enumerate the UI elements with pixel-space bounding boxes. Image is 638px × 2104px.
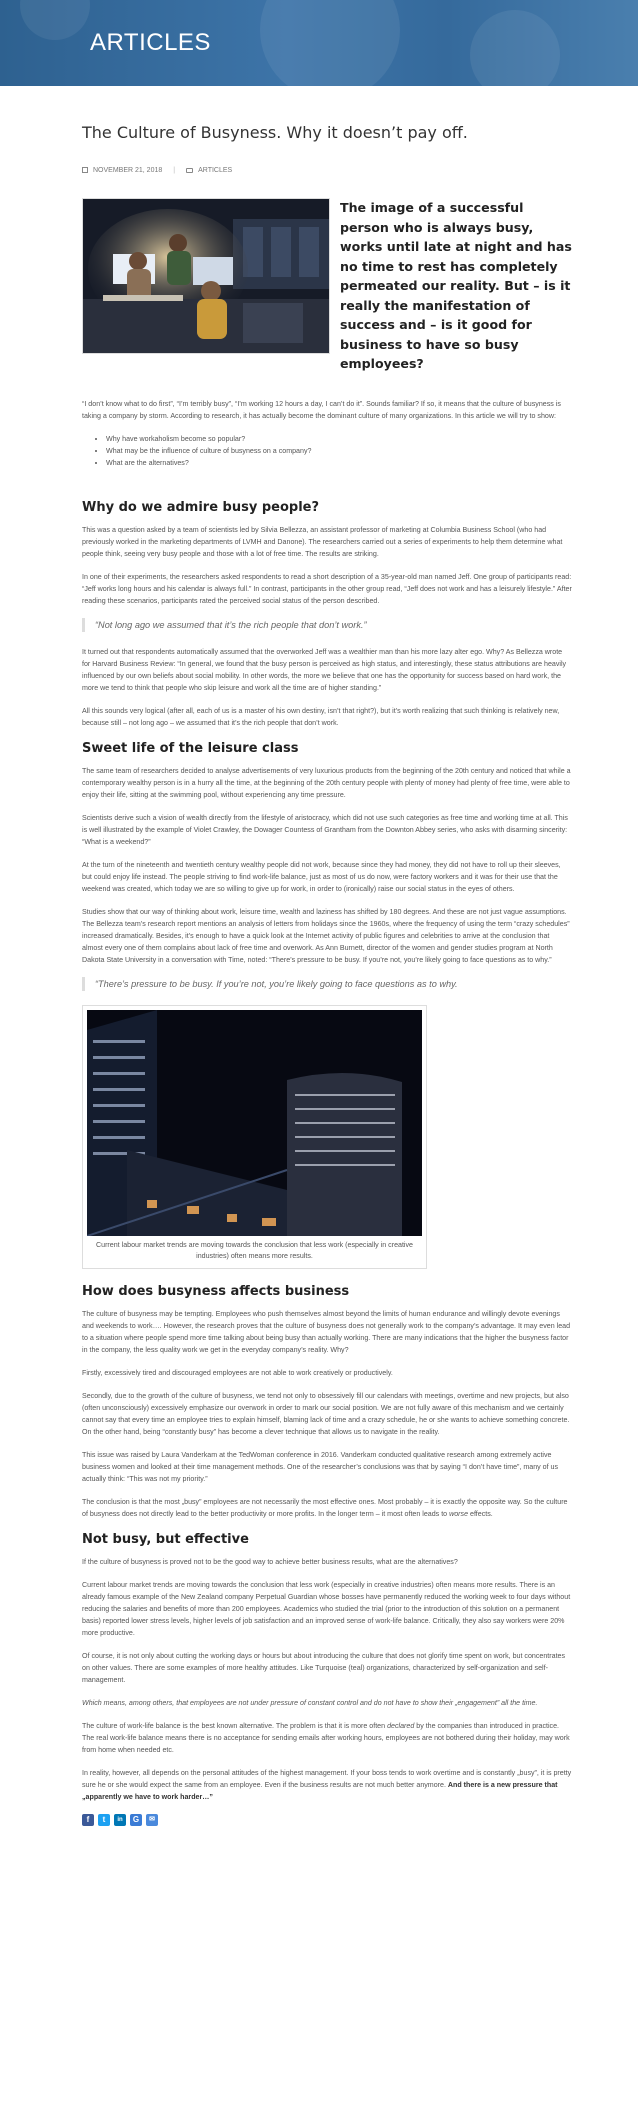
section-not-busy-effective: [82, 1531, 572, 1803]
text-run: The culture of work-life balance is the best known alternative. The problem is that it is more often: [82, 1721, 388, 1730]
section-heading: Not busy, but effective: [82, 1531, 249, 1547]
paragraph: Studies show that our way of thinking about work, leisure time, wealth and laziness has shifted by 180 degrees. And these are not just vague assumptions. The Bellezza team’s research report mentions an analysis of letters from holidays since the 1960s, where the frequency of using the term “crazy schedules” increased dramatically. Besides, it’s enough to have a quick look at the Internet activity of public figures and celebrities to arrive at the conclusion that almost every one of them complains about lack of free time and overwork. As Ann Burnett, director of the women and gender studies program at North Dakota State University in a conversation with Time, noted: “There’s pressure to be busy. If you’re not, you’re likely going to face questions as to why.”: [82, 907, 570, 964]
linkedin-share-button[interactable]: in: [114, 1814, 126, 1826]
text-run: by the companies than introduced in practice. The real work-life balance means there is no acceptance for sending emails after working hours, employees are not bothered during their holiday, may work from home when needed etc.: [82, 1721, 570, 1754]
paragraph: The culture of busyness may be tempting. Employees who push themselves almost beyond the limits of human endurance and willingly devote evenings and weekends to work…. However, the research proves that the culture of busyness does not generally work to the company’s advantage. It may even lead to a situation where people spend more time talking about being busy than actually working. There are many indications that the higher the busyness factor in the company, the less quality work we get in the everyday company’s reality. Why?: [82, 1309, 571, 1354]
text-run-italic: worse: [449, 1509, 469, 1518]
folder-icon: [186, 168, 193, 173]
google-share-button[interactable]: G: [130, 1814, 142, 1826]
article-meta: [82, 164, 572, 176]
paragraph: Of course, it is not only about cutting the working days or hours but about introducing the culture that does not glorify time spent on work, but concentrates on other values. There are some examples of more healthy attitudes. Like Turquoise (teal) organizations, characterized by self-organization and self-management.: [82, 1651, 566, 1684]
office-scene-illustration: [83, 199, 329, 353]
paragraph: If the culture of busyness is proved not to be the good way to achieve better business results, what are the alternatives?: [82, 1557, 458, 1566]
email-share-button[interactable]: ✉: [146, 1814, 158, 1826]
paragraph: All this sounds very logical (after all, each of us is a master of his own destiny, isn’t that right?), but it’s worth realizing that such thinking is relatively new, because still – not long ago – we assumed that it’s the rich people that don’t work.: [82, 706, 560, 727]
text-run-bold: And there is a new pressure that „apparently we have to work harder…”: [82, 1780, 558, 1801]
list-item: • What may be the influence of culture of busyness on a company?: [106, 445, 572, 457]
section-heading: Sweet life of the leisure class: [82, 740, 299, 756]
share-bar: [82, 1814, 572, 1826]
banner-decoration: [260, 0, 400, 86]
intro-section: [82, 398, 572, 469]
meta-separator: |: [173, 166, 176, 174]
banner-title: ARTICLES: [90, 29, 211, 56]
night-buildings-illustration: [87, 1010, 422, 1236]
page-banner: [0, 0, 638, 86]
figure-image-night-buildings: [87, 1010, 422, 1236]
intro-block: [82, 198, 572, 374]
section-why-admire-busy: [82, 499, 572, 729]
intro-paragraph: “I don’t know what to do first”, “I’m terribly busy”, “I’m working 12 hours a day, I can’t do it”. Sounds familiar? If so, it means that the culture of busyness is taking a company by storm. According to research, it has actually become the dominant culture of many organizations. In this article we will try to show:: [82, 399, 561, 420]
list-item: • What are the alternatives?: [106, 457, 572, 469]
article-lead: The image of a successful person who is always busy, works until late at night and has no time to rest has completely permeated our reality. But – is it really the manifestation of success and – is it good for business to have so busy employees?: [340, 200, 572, 371]
section-busyness-business: [82, 1283, 572, 1520]
paragraph: [82, 1767, 572, 1803]
figure-office-buildings: [82, 1005, 427, 1269]
text-run: effects.: [468, 1509, 493, 1518]
section-heading: How does busyness affects business: [82, 1283, 350, 1299]
paragraph: This issue was raised by Laura Vanderkam at the TedWoman conference in 2016. Vanderkam conducted qualitative research among extremely active business women and looked at their time management methods. One of the researcher’s conclusions was that by saying “I don’t have time”, many of us actually think: “This was not my priority.”: [82, 1450, 559, 1483]
list-item: • Why have workaholism become so popular?: [106, 433, 572, 445]
paragraph-italic: Which means, among others, that employees are not under pressure of constant control and do not have to show their „engagement” all the time.: [82, 1698, 538, 1707]
article-category-link[interactable]: ARTICLES: [198, 166, 233, 174]
paragraph: At the turn of the nineteenth and twentieth century wealthy people did not work, because since they had money, they did not have to roll up their sleeves, but could enjoy life instead. The people striving to find work-life balance, just as most of us do now, were factory workers and it was for their use that the weekend was created, which today we are so willing to give up for work, in order to (ironically) raise our social status in the eyes of others.: [82, 860, 561, 893]
article-title: The Culture of Busyness. Why it doesn’t pay off.: [82, 123, 468, 142]
text-run: The conclusion is that the most „busy” employees are not necessarily the most effective ones. Most probably – it is exactly the opposite way. So the culture of busyness does not directly lead to the better productivity or more profits. In the longer term – it most often leads to: [82, 1497, 568, 1518]
pull-quote: “Not long ago we assumed that it’s the rich people that don’t work.”: [82, 618, 572, 632]
section-leisure-class: [82, 740, 572, 1269]
paragraph: Secondly, due to the growth of the culture of busyness, we tend not only to obsessively fill our calendars with meetings, overtime and new projects, but also (often unconsciously) excessively emphasize our overwork in order to mark our social position. We are not fully aware of this mechanism and we certainly cannot say that every time an employee tries to explain himself, blaming lack of time and a crazy schedule, he or she wants to achieve something concrete. On the other hand, being “constantly busy” has become a clever technique that allows us to navigate in the reality.: [82, 1391, 570, 1436]
section-heading: Why do we admire busy people?: [82, 499, 320, 515]
paragraph: [82, 1720, 572, 1756]
paragraph: Scientists derive such a vision of wealth directly from the lifestyle of aristocracy, which did not use such categories as free time and working time at all. This is well illustrated by the example of Violet Crawley, the Dowager Countess of Grantham from the Downton Abbey series, who asks with disarming sincerity: “What is a weekend?”: [82, 813, 568, 846]
facebook-share-button[interactable]: f: [82, 1814, 94, 1826]
pull-quote: “There’s pressure to be busy. If you’re not, you’re likely going to face questions as to why.: [82, 977, 572, 991]
article-date: NOVEMBER 21, 2018: [93, 166, 163, 174]
paragraph: It turned out that respondents automatically assumed that the overworked Jeff was a wealthier man than his more lazy alter ego. Why? As Bellezza wrote for Harvard Business Review: “In general, we found that the busy person is perceived as high status, and interestingly, these status attributions are heavily influenced by our own beliefs about social mobility. In other words, the more we believe that one has the opportunity for success based on hard work, the more we tend to think that people who skip leisure and work all the time are of higher standing.”: [82, 647, 567, 692]
intro-image-office-night: [82, 198, 330, 354]
text-run: In reality, however, all depends on the personal attitudes of the highest management. If your boss tends to work overtime and is constantly „busy”, it is pretty sure he or she would expect the same from an employee. Even if the business results are not much better anymore.: [82, 1768, 572, 1789]
banner-decoration: [470, 10, 560, 86]
paragraph: Current labour market trends are moving towards the conclusion that less work (especially in creative industries) often means more results. There is an already famous example of the New Zealand company Perpetual Guardian whose bosses have permanently reduced the working week to four days without reducing the salaries and benefits of more than 200 employees. Academics who studied the trial (prior to the introduction of this solution on a permanent basis) reported lower stress levels, higher levels of job satisfaction and an improved sense of work-life balance. Critically, they also say workers were 20% more productive.: [82, 1580, 571, 1637]
paragraph: The same team of researchers decided to analyse advertisements of very luxurious products from the beginning of the 20th century and noticed that while a contemporary wealthy person is in a hurry all the time, at the beginning of the 20th century people with plenty of money had plenty of free time, were able to enjoy their life, sitting at the swimming pool, without experiencing any time pressure.: [82, 766, 571, 799]
figure-caption: Current labour market trends are moving towards the conclusion that less work (especially in creative industries) often means more results.: [96, 1240, 413, 1260]
intro-list: [82, 433, 572, 469]
paragraph: [82, 1496, 572, 1520]
article: [82, 86, 572, 1826]
banner-decoration: [20, 0, 90, 40]
text-run-italic: declared: [387, 1721, 415, 1730]
paragraph: Firstly, excessively tired and discouraged employees are not able to work creatively or productively.: [82, 1368, 393, 1377]
calendar-icon: [82, 167, 88, 173]
paragraph: This was a question asked by a team of scientists led by Silvia Bellezza, an assistant professor of marketing at Columbia Business School (who had previously worked in the marketing departments of LVMH and Danone). The researchers carried out a series of experiments to help them determine what people think, seeing very busy people and those with a lot of free time. The results are striking.: [82, 525, 563, 558]
twitter-share-button[interactable]: t: [98, 1814, 110, 1826]
paragraph: In one of their experiments, the researchers asked respondents to read a short description of a 35-year-old man named Jeff. One group of participants read: “Jeff works long hours and his calendar is always full.” In contrast, participants in the other group read, “Jeff does not work and has a leisurely lifestyle.” After reading these scenarios, participants rated the perceived social status of the person described.: [82, 572, 572, 605]
